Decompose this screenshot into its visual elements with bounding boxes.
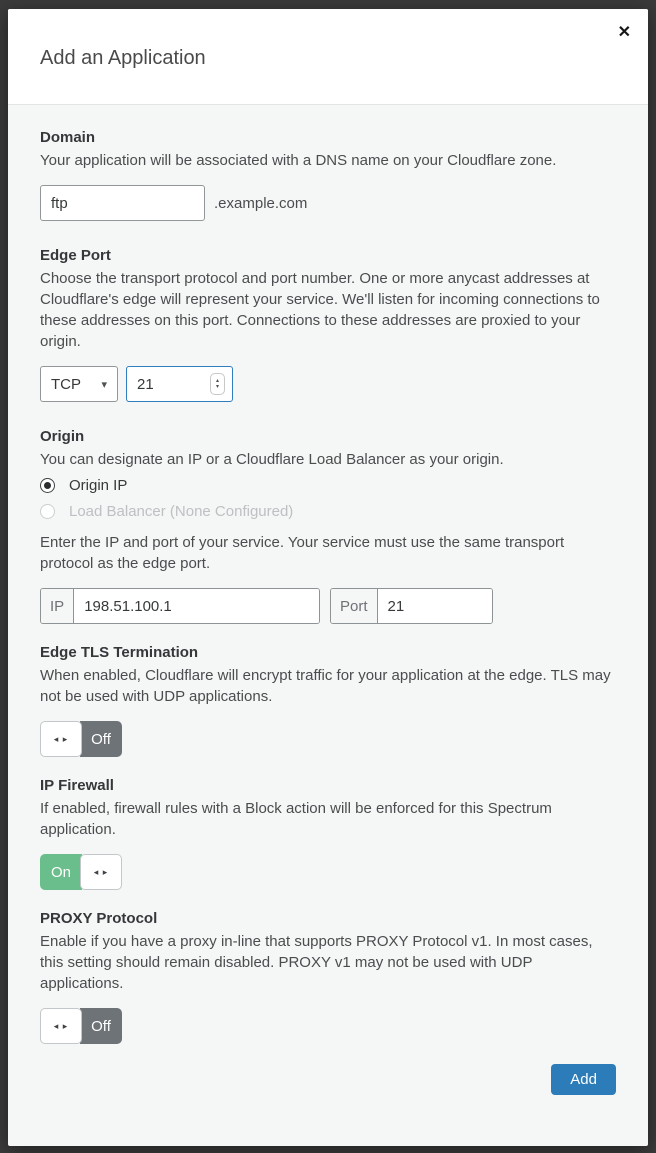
origin-port-group	[330, 588, 493, 624]
domain-input[interactable]	[40, 185, 205, 221]
toggle-handle-icon[interactable]: ◂ ▸	[40, 1008, 82, 1044]
edge-tls-toggle-state: Off	[80, 721, 122, 757]
protocol-select[interactable]	[40, 366, 118, 402]
ip-firewall-toggle[interactable]	[40, 854, 124, 890]
edge-port-description: Choose the transport protocol and port number. One or more anycast addresses at Cloudflare's edge will represent your service. We'll listen for incoming connections to these addresses on this port. Connections to these addresses are proxied to your origin.	[40, 270, 600, 350]
edge-tls-section	[40, 644, 616, 757]
close-icon[interactable]: ✕	[617, 24, 631, 41]
edge-port-input-wrap	[126, 366, 233, 402]
add-button[interactable]: Add	[551, 1064, 616, 1095]
domain-section	[40, 129, 616, 221]
protocol-selected-value: TCP	[51, 375, 81, 393]
domain-description: Your application will be associated with a DNS name on your Cloudflare zone.	[40, 152, 557, 169]
chevron-down-icon: ▾	[101, 378, 107, 391]
origin-ip-group	[40, 588, 320, 624]
radio-origin-ip[interactable]	[40, 476, 616, 494]
proxy-protocol-description: Enable if you have a proxy in-line that supports PROXY Protocol v1. In most cases, this setting should remain disabled. PROXY v1 may not be used with UDP applications.	[40, 933, 593, 992]
ip-firewall-section	[40, 777, 616, 890]
modal-body	[8, 105, 648, 1095]
edge-tls-description: When enabled, Cloudflare will encrypt traffic for your application at the edge. TLS may not be used with UDP applications.	[40, 667, 611, 705]
edge-port-section	[40, 247, 616, 402]
number-stepper-icon[interactable]	[210, 373, 225, 395]
ip-firewall-description: If enabled, firewall rules with a Block action will be enforced for this Spectrum application.	[40, 800, 552, 838]
radio-load-balancer-label: Load Balancer (None Configured)	[69, 502, 294, 520]
origin-ip-input[interactable]	[74, 589, 319, 623]
origin-section	[40, 428, 616, 624]
ip-firewall-label: IP Firewall	[40, 777, 114, 794]
stepper-down-icon[interactable]: ▾	[215, 384, 219, 390]
radio-selected-icon[interactable]	[40, 478, 55, 493]
ip-firewall-toggle-state: On	[40, 854, 82, 890]
proxy-protocol-toggle-state: Off	[80, 1008, 122, 1044]
toggle-handle-icon[interactable]: ◂ ▸	[80, 854, 122, 890]
proxy-protocol-label: PROXY Protocol	[40, 910, 158, 927]
edge-tls-toggle[interactable]	[40, 721, 124, 757]
port-prefix-label: Port	[331, 589, 378, 623]
edge-tls-label: Edge TLS Termination	[40, 644, 199, 661]
origin-port-input[interactable]	[378, 589, 492, 623]
add-application-modal	[8, 9, 648, 1146]
origin-label: Origin	[40, 428, 85, 445]
ip-prefix-label: IP	[41, 589, 74, 623]
radio-load-balancer	[40, 502, 616, 520]
radio-disabled-icon	[40, 504, 55, 519]
edge-port-input[interactable]	[137, 376, 210, 393]
proxy-protocol-toggle[interactable]	[40, 1008, 124, 1044]
domain-suffix: .example.com	[214, 194, 308, 212]
domain-label: Domain	[40, 129, 96, 146]
modal-footer	[40, 1064, 616, 1095]
proxy-protocol-section	[40, 910, 616, 1044]
edge-port-label: Edge Port	[40, 247, 111, 264]
modal-title: Add an Application	[40, 47, 206, 69]
toggle-handle-icon[interactable]: ◂ ▸	[40, 721, 82, 757]
stepper-up-icon[interactable]: ▴	[215, 378, 219, 384]
radio-origin-ip-label: Origin IP	[69, 476, 128, 494]
origin-description: You can designate an IP or a Cloudflare Load Balancer as your origin.	[40, 451, 504, 468]
modal-header	[8, 9, 648, 105]
origin-ip-description: Enter the IP and port of your service. Your service must use the same transport protocol as the edge port.	[40, 534, 565, 572]
